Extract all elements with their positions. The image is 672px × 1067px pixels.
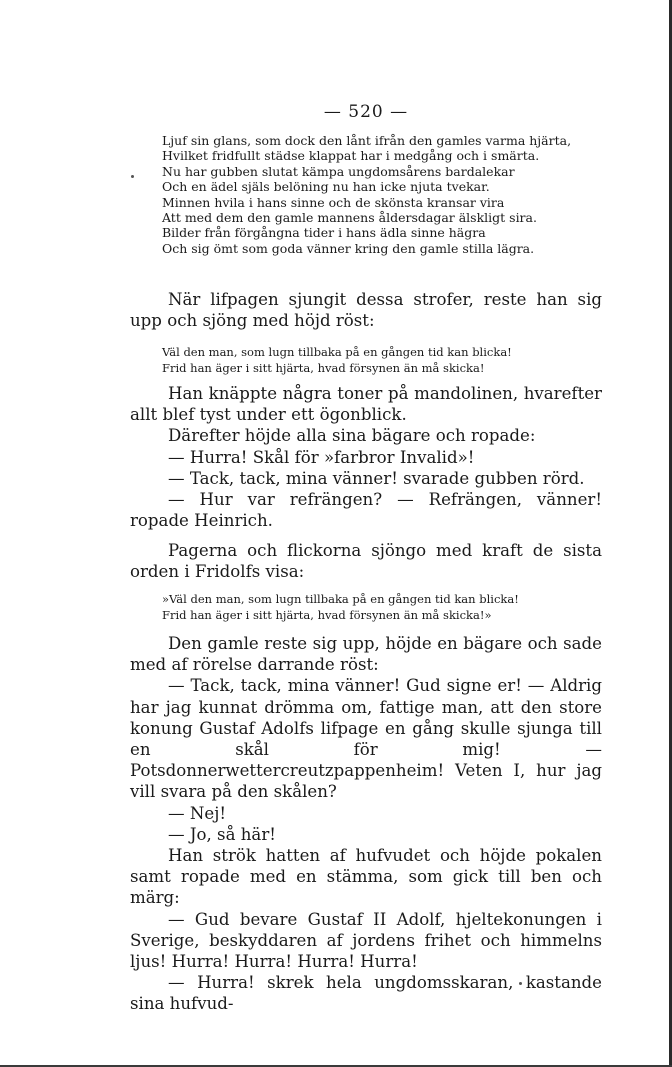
paragraph: — Hurra! Skål för »farbror Invalid»! bbox=[168, 447, 475, 467]
paragraph: — Hurra! skrek hela ungdomsskaran, kastande sina hufvud- bbox=[130, 973, 602, 1014]
prose-block bbox=[130, 633, 602, 1015]
prose-block bbox=[130, 540, 602, 582]
paragraph: Han knäppte några toner på mandolinen, hvarefter allt blef tyst under ett ögonblick. bbox=[130, 384, 602, 425]
poem-line: Och en ädel själs belöning nu han icke njuta tvekar. bbox=[162, 179, 490, 195]
poem-line: Hvilket fridfullt städse klappat har i medgång och i smärta. bbox=[162, 148, 540, 164]
page-number: — 520 — bbox=[323, 102, 409, 122]
paragraph: Den gamle reste sig upp, höjde en bägare och sade med af rörelse darrande röst: bbox=[130, 634, 602, 675]
poem-line: Och sig ömt som goda vänner kring den gamle stilla lägra. bbox=[162, 240, 535, 256]
verse-quote bbox=[162, 591, 602, 623]
verse-line: »Väl den man, som lugn tillbaka på en gången tid kan blicka! bbox=[162, 592, 519, 606]
paragraph: — Jo, så här! bbox=[168, 824, 276, 844]
poem-line: Nu har gubben slutat kämpa ungdomsårens bardalekar bbox=[162, 163, 515, 179]
paragraph: — Gud bevare Gustaf II Adolf, hjeltekonungen i Sverige, beskyddaren af jordens frihet och himmelns ljus! Hurra! Hurra! Hurra! Hurra! bbox=[130, 909, 602, 972]
verse-line: Frid han äger i sitt hjärta, hvad försynen än må skicka! bbox=[162, 361, 485, 375]
paragraph: När lifpagen sjungit dessa strofer, reste han sig upp och sjöng med höjd röst: bbox=[130, 290, 602, 331]
paragraph: — Nej! bbox=[168, 803, 227, 823]
verse-line: Väl den man, som lugn tillbaka på en gången tid kan blicka! bbox=[162, 345, 512, 359]
poem-line: Bilder från förgångna tider i hans ädla sinne hägra bbox=[162, 225, 486, 241]
paragraph: Han strök hatten af hufvudet och höjde pokalen samt ropade med en stämma, som gick till ben och märg: bbox=[130, 846, 602, 908]
poem-stanza bbox=[162, 133, 602, 256]
speck-mark bbox=[131, 175, 134, 178]
poem-line: Ljuf sin glans, som dock den lånt ifrån den gamles varma hjärta, bbox=[162, 133, 572, 148]
paragraph: — Hur var refrängen? — Refrängen, vänner! ropade Heinrich. bbox=[130, 490, 602, 531]
verse-quote bbox=[162, 344, 602, 376]
prose-block bbox=[130, 289, 602, 331]
paragraph: Därefter höjde alla sina bägare och ropade: bbox=[168, 426, 536, 446]
prose-block bbox=[130, 383, 602, 531]
paragraph: — Tack, tack, mina vänner! Gud signe er! — Aldrig har jag kunnat drömma om, fattige man, att den store konung Gustaf Adolfs lifpage en gång skulle sjunga till en skål för mig! — Potsdonnerwettercreutzpappenheim! Veten I, hur jag vill svara på den skålen? bbox=[130, 676, 602, 802]
verse-line: Frid han äger i sitt hjärta, hvad försynen än må skicka!» bbox=[162, 608, 492, 622]
poem-line: Minnen hvila i hans sinne och de skönsta kransar vira bbox=[162, 194, 505, 210]
paragraph: — Tack, tack, mina vänner! svarade gubben rörd. bbox=[168, 468, 585, 488]
poem-line: Att med dem den gamle mannens åldersdagar älskligt sira. bbox=[162, 210, 537, 226]
paragraph: Pagerna och flickorna sjöngo med kraft de sista orden i Fridolfs visa: bbox=[130, 541, 602, 582]
